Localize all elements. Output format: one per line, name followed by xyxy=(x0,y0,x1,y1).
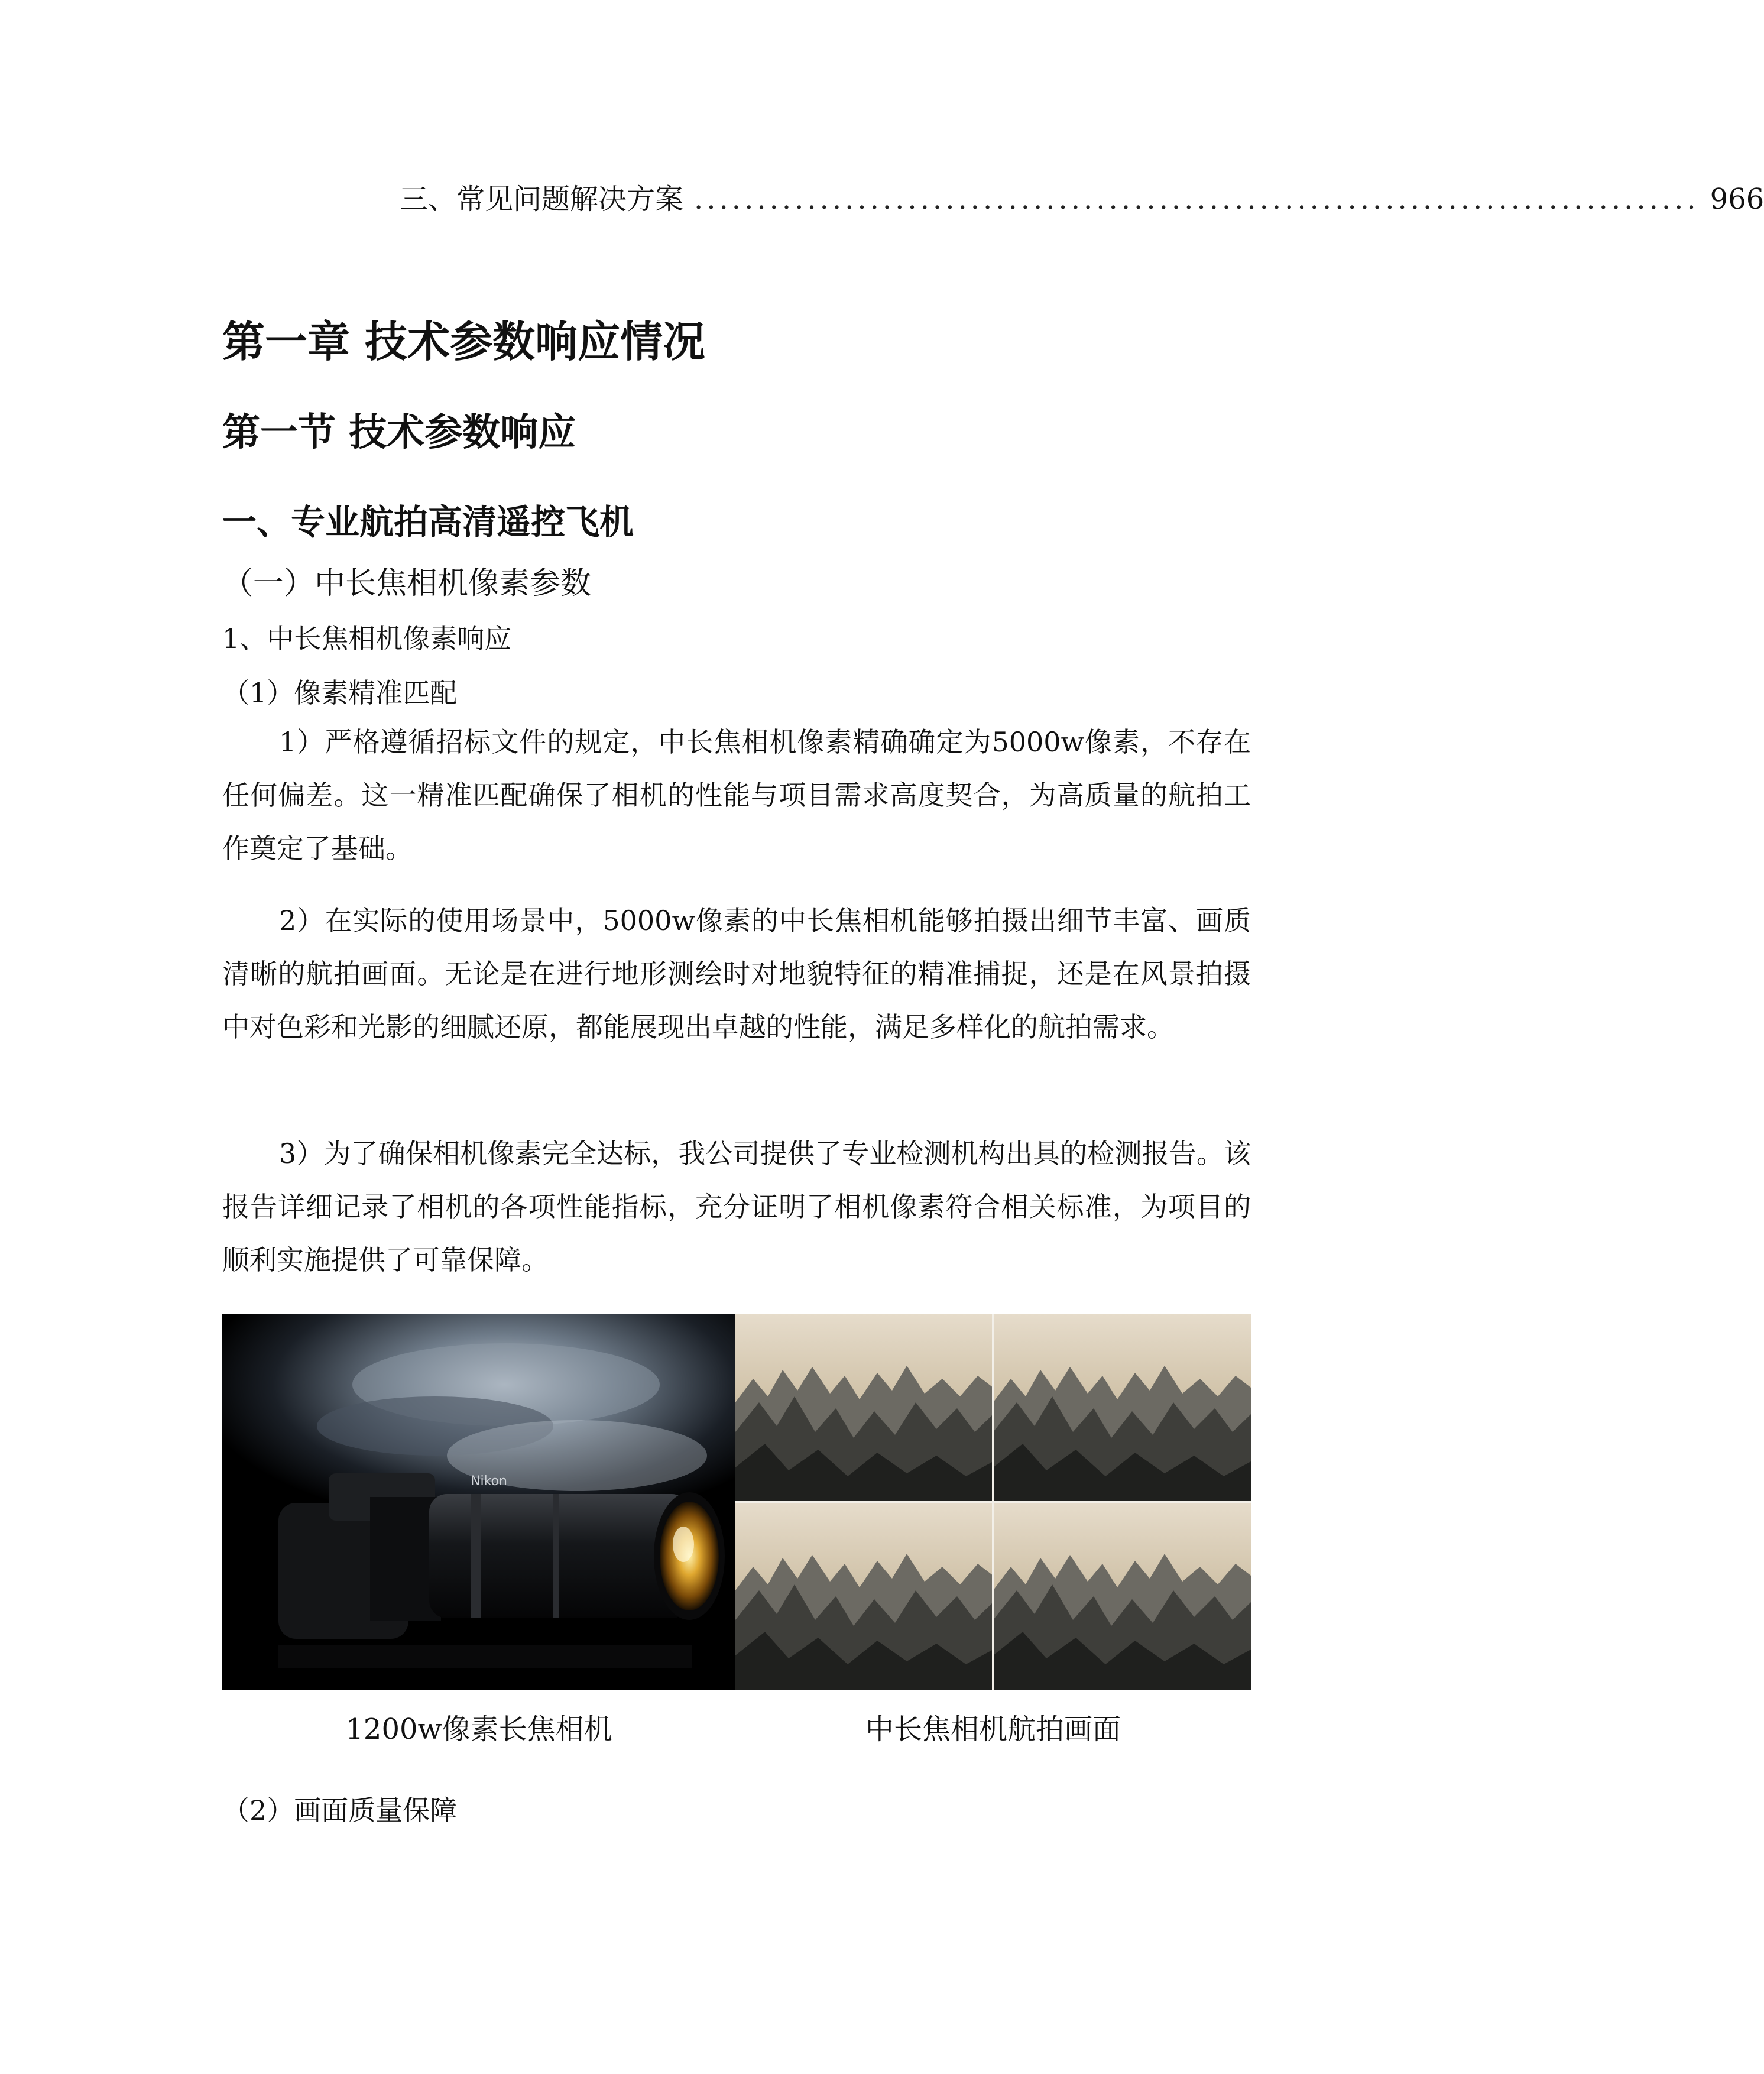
camera-brand-label: Nikon xyxy=(471,1474,507,1489)
point-heading-1: （1）像素精准匹配 xyxy=(222,677,458,709)
item-heading: （一）中长焦相机像素参数 xyxy=(222,566,592,601)
paragraph-2: 2）在实际的使用场景中，5000w像素的中长焦相机能够拍摄出细节丰富、画质清晰的航拍画面。无论是在进行地形测绘时对地貌特征的精准捕捉，还是在风景拍摄中对色彩和光影的细腻还原，都能展现出卓越的性能，满足多样化的航拍需求。 xyxy=(222,905,1251,1043)
toc-number: 三、 xyxy=(400,183,457,216)
subitem-heading: 1、中长焦相机像素响应 xyxy=(222,623,512,654)
point-heading-2: （2）画面质量保障 xyxy=(222,1794,458,1826)
toc-title: 常见问题解决方案 xyxy=(456,183,684,216)
toc-leader-dots: ................................................................................ xyxy=(694,183,1700,216)
paragraph-3: 3）为了确保相机像素完全达标，我公司提供了专业检测机构出具的检测报告。该报告详细记录了相机的各项性能指标，充分证明了相机像素符合相关标准，为项目的顺利实施提供了可靠保障。 xyxy=(222,1138,1251,1276)
chapter-heading: 第一章 技术参数响应情况 xyxy=(222,317,706,367)
toc-page-number: 966 xyxy=(1710,183,1764,216)
subsection-heading: 一、专业航拍高清遥控飞机 xyxy=(222,502,634,542)
section-heading: 第一节 技术参数响应 xyxy=(222,411,576,455)
telephoto-camera-image xyxy=(222,1314,735,1690)
paragraph-1: 1）严格遵循招标文件的规定，中长焦相机像素精确确定为5000w像素，不存在任何偏差。这一精准匹配确保了相机的性能与项目需求高度契合，为高质量的航拍工作奠定了基础。 xyxy=(222,726,1251,864)
aerial-footage-image-grid xyxy=(735,1314,1251,1690)
toc-entry[interactable] xyxy=(400,176,1764,223)
left-figure-caption: 1200w像素长焦相机 xyxy=(345,1713,612,1746)
right-figure-caption: 中长焦相机航拍画面 xyxy=(865,1713,1121,1746)
